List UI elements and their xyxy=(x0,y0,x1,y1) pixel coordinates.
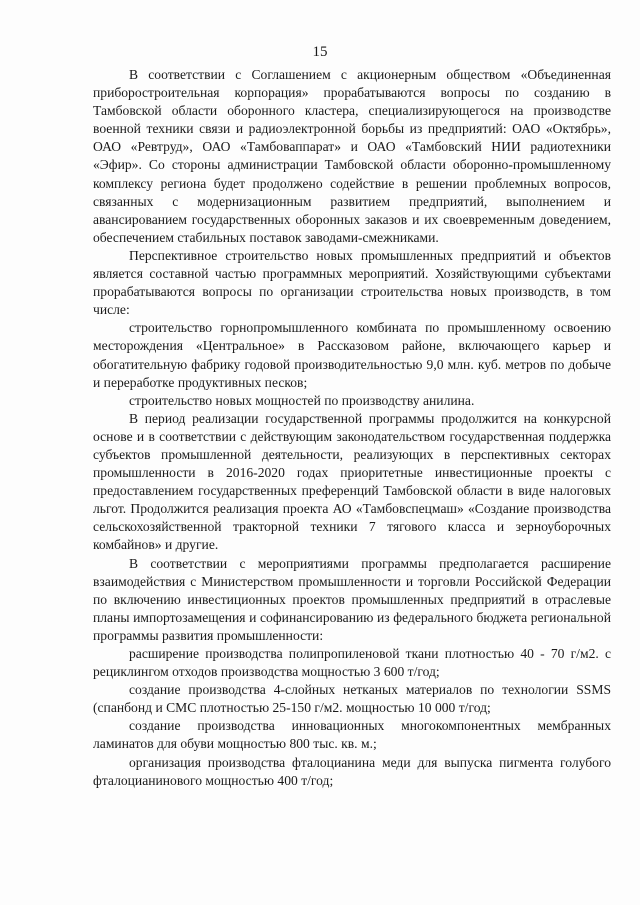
paragraph-oborony-klaster: В соответствии с Соглашением с акционерным обществом «Объединенная приборостроительная корпорация» прорабатываются вопросы по созданию в Тамбовской области оборонного кластера, специализирующегося на производстве военной техники связи и радиоэлектронной борьбы из предприятий: ОАО «Октябрь», ОАО «Ревтруд», ОАО «Тамбоваппарат» и ОАО «Тамбовский НИИ радиотехники «Эфир». Со стороны администрации Тамбовской области оборонно-промышленному комплексу региона будет продолжено содействие в решении проблемных вопросов, связанных с модернизационным развитием предприятий, выполнением и авансированием государственных оборонных заказов и их своевременным доведением, обеспечением стабильных поставок заводами-смежниками. xyxy=(93,67,611,245)
body-text xyxy=(93,66,611,790)
paragraph-novye-predpriyatiya: Перспективное строительство новых промышленных предприятий и объектов является составной частью программных мероприятий. Хозяйствующими субъектами прорабатываются вопросы по организации строительства новых производств, в том числе: xyxy=(93,247,611,318)
paragraph-gornopromyshlenny-kombinat: строительство горнопромышленного комбината по промышленному освоению месторождения «Центральное» в Рассказовом районе, включающего карьер и обогатительную фабрику годовой производительностью 9,0 млн. куб. метров по добыче и переработке продуктивных песков; xyxy=(93,320,611,390)
paragraph-netkanye-materialy: создание производства 4-слойных нетканых материалов по технологии SSMS (спанбонд и СМС плотностью 25-150 г/м2. мощностью 10 000 т/год; xyxy=(93,682,611,716)
paragraph-ftalotsianin: организация производства фталоцианина меди для выпуска пигмента голубого фталоцианинового мощностью 400 т/год; xyxy=(93,754,611,788)
paragraph-membrannye-laminaty: создание производства инновационных многокомпонентных мембранных ламинатов для обуви мощностью 800 тыс. кв. м.; xyxy=(93,718,611,752)
paragraph-polipropilenovaya-tkan: расширение производства полипропиленовой ткани плотностью 40 - 70 г/м2. с рециклингом отходов производства мощностью 3 600 т/год; xyxy=(93,646,611,680)
paragraph-vzaimodeistvie-minpromtorg: В соответствии с мероприятиями программы предполагается расширение взаимодействия с Министерством промышленности и торговли Российской Федерации по включению инвестиционных проектов промышленных предприятий в отраслевые планы импортозамещения и софинансированию из федерального бюджета региональной программы развития промышленности: xyxy=(93,555,611,643)
page-number: 15 xyxy=(312,44,328,60)
paragraph-gospodderzhka: В период реализации государственной программы продолжится на конкурсной основе и в соответствии с действующим законодательством государственная поддержка субъектов промышленной деятельности, реализующих в перспективных секторах промышленности в 2016-2020 годах приоритетные инвестиционные проекты с предоставлением государственных преференций Тамбовской области в виде налоговых льгот. Продолжится реализация проекта АО «Тамбовспецмаш» «Создание производства сельскохозяйственной тракторной техники 7 тягового класса и зерноуборочных комбайнов» и другие. xyxy=(93,410,611,553)
paragraph-anilin: строительство новых мощностей по производству анилина. xyxy=(129,392,475,408)
